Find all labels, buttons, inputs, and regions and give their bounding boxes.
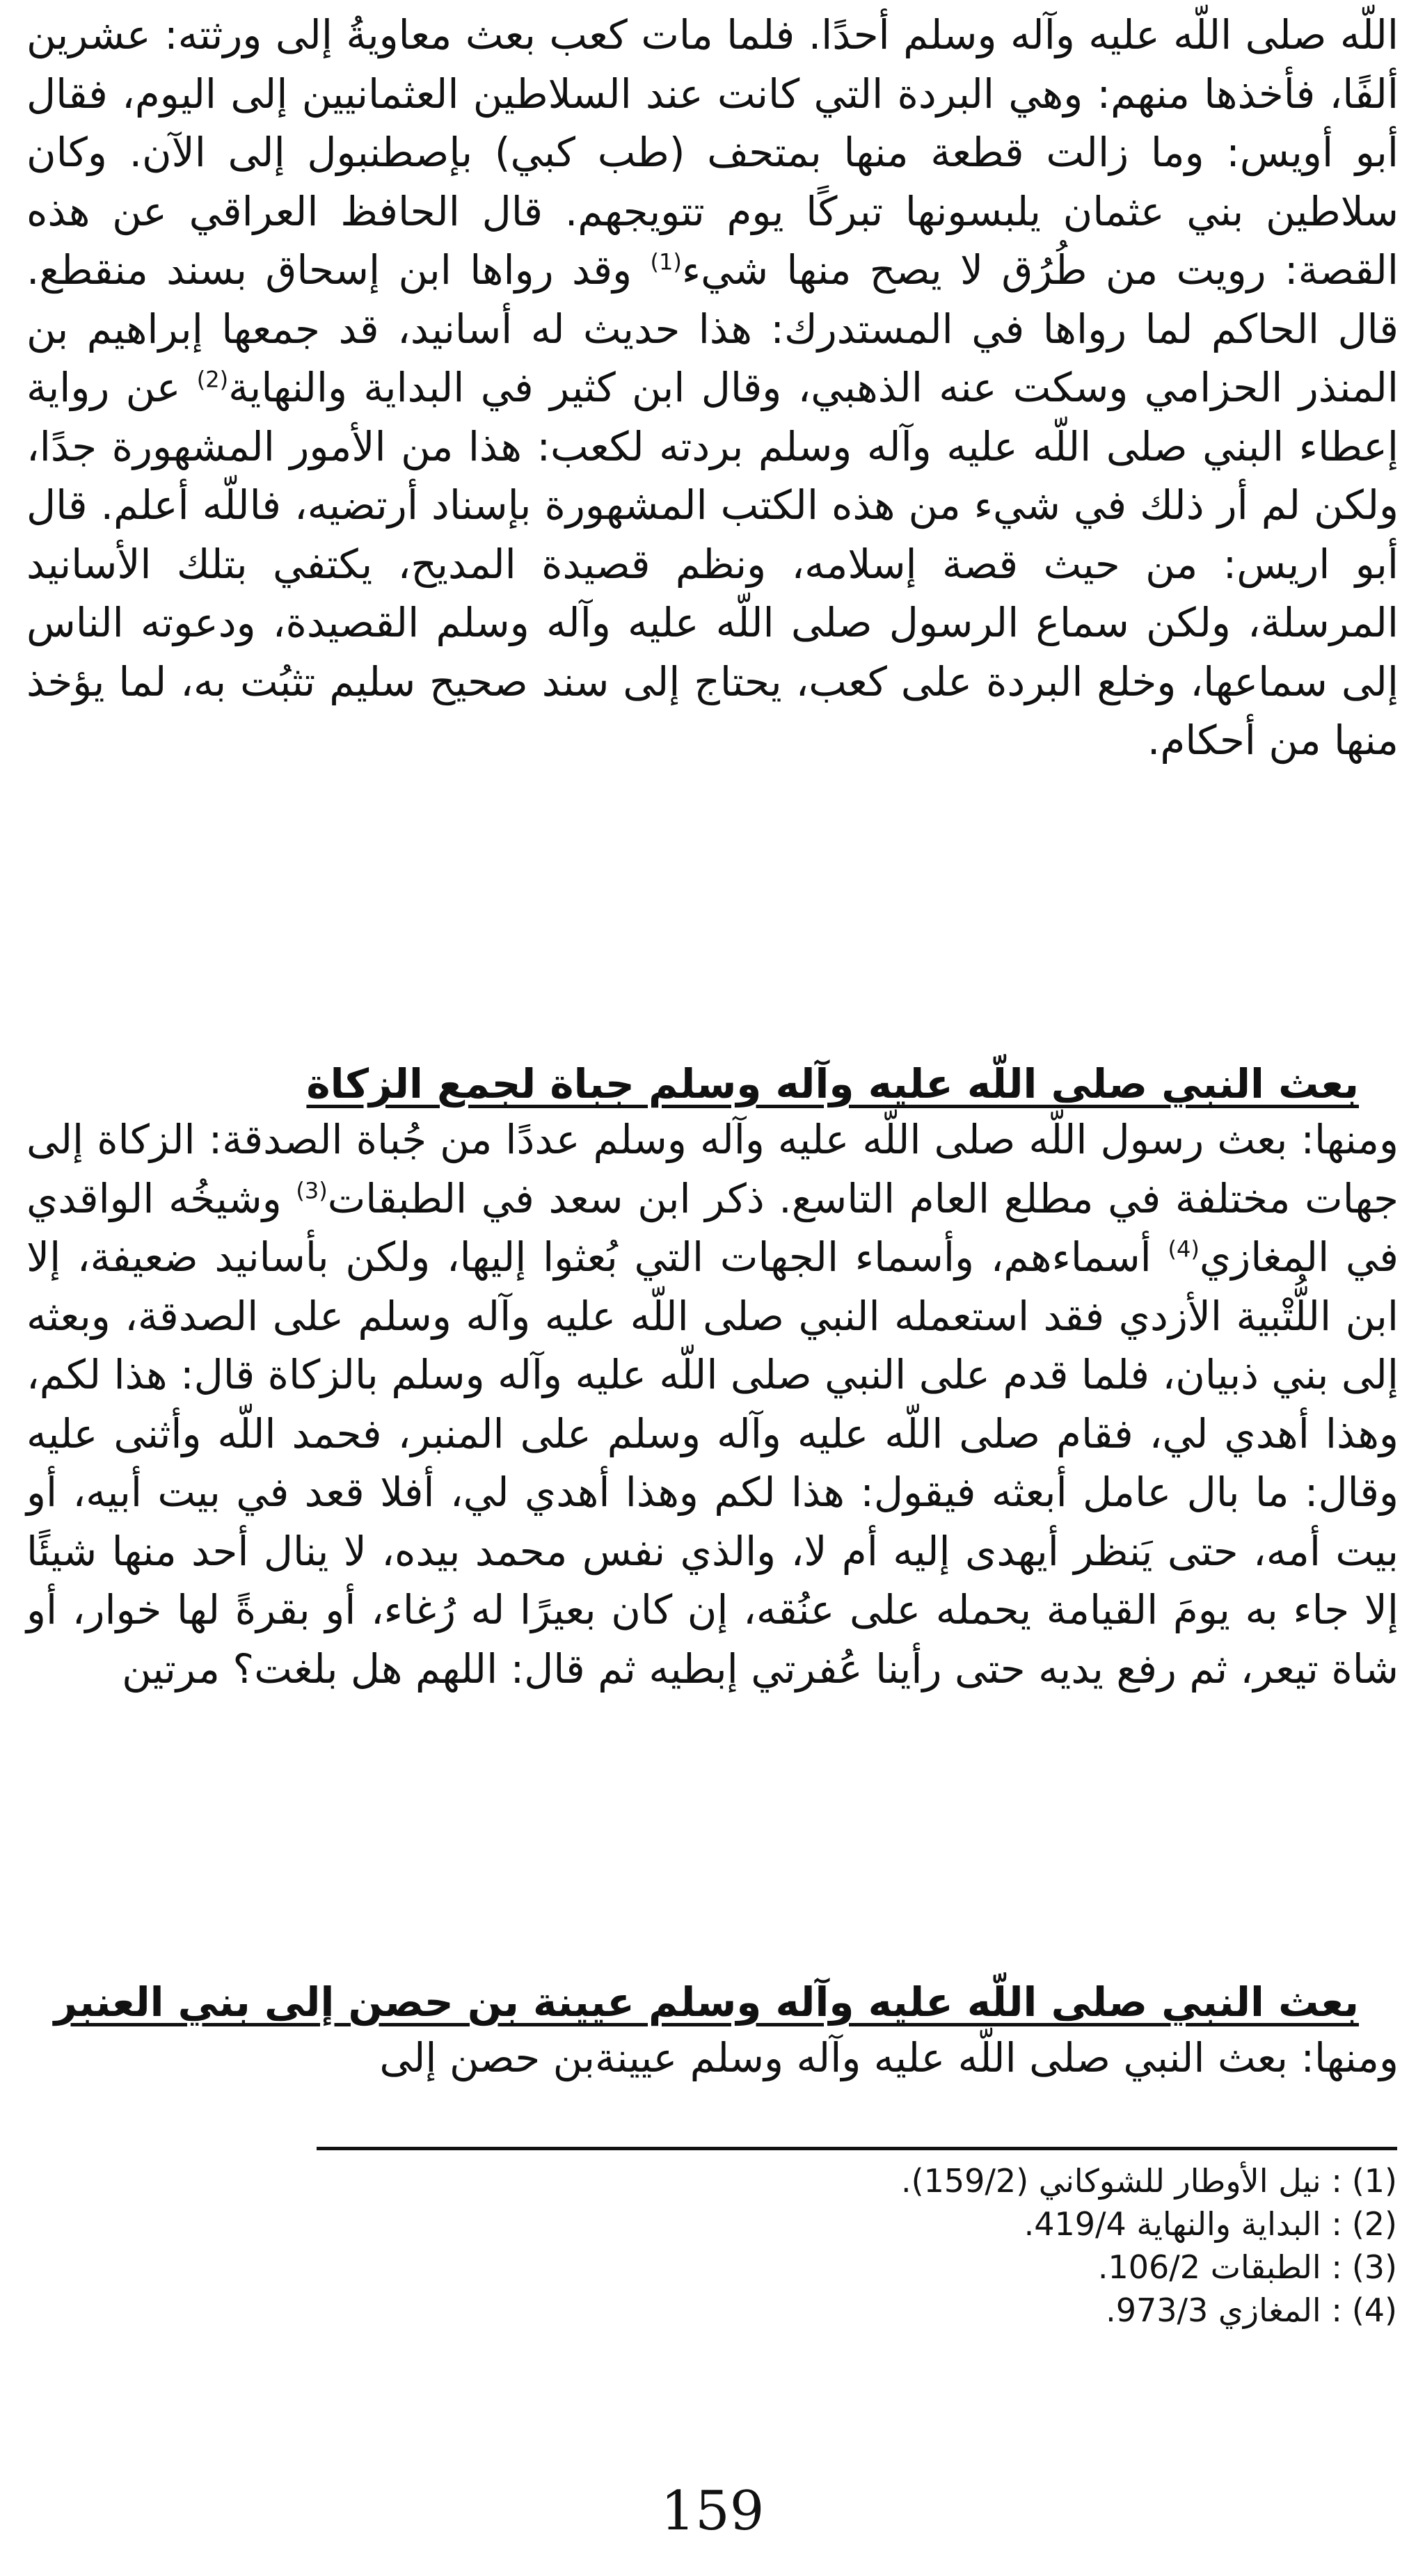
footnotes-list <box>75 2159 1397 2332</box>
footnote-item <box>75 2202 1397 2246</box>
paragraph-2-text-b: وشيخُه الواقدي في المغازي <box>26 1174 1399 1281</box>
body-paragraph-2 <box>26 1110 1399 1698</box>
footnote-divider <box>317 2147 1397 2150</box>
footnote-item <box>75 2246 1397 2289</box>
body-paragraph-3: ومنها: بعث النبي صلى اللّه عليه وآله وسلم عيينةبن حصن إلى <box>379 2034 1399 2081</box>
section-heading-zakat-collectors: بعث النبي صلى اللّه عليه وآله وسلم جباة لجمع الزكاة <box>306 1060 1359 1107</box>
footnote-text: : المغازي 973/3. <box>1106 2291 1342 2329</box>
footnote-item <box>75 2289 1397 2332</box>
footnote-ref-1: (1) <box>650 248 682 275</box>
section-heading-uyaynah-expedition: بعث النبي صلى اللّه عليه وآله وسلم عيينة بن حصن إلى بني العنبر <box>54 1978 1359 2026</box>
footnote-ref-4: (4) <box>1168 1235 1200 1263</box>
footnote-number: (3) <box>1351 2248 1397 2286</box>
paragraph-1-text-b: وقد رواها ابن إسحاق بسند منقطع. قال الحاكم لما رواها في المستدرك: هذا حديث له أسانيد، قد جمعها إبراهيم بن المنذر الحزامي وسكت عنه الذهبي، وقال ابن كثير في البداية والنهاية <box>26 246 1399 411</box>
footnote-number: (4) <box>1351 2291 1397 2329</box>
page-number: 159 <box>660 2480 765 2543</box>
paragraph-1-text-c: عن رواية إعطاء البني صلى اللّه عليه وآله وسلم بردته لكعب: هذا من الأمور المشهورة جدًا، ولكن لم أر ذلك في شيء من هذه الكتب المشهورة بإسناد أرتضيه، فاللّه أعلم. قال أبو اريس: من حيث قصة إسلامه، ونظم قصيدة المديح، يكتفي بتلك الأسانيد المرسلة، ولكن سماع الرسول صلى اللّه عليه وآله وسلم القصيدة، ودعوته الناس إلى سماعها، وخلع البردة على كعب، يحتاج إلى سند صحيح سليم تثبُت به، لما يؤخذ منها من أحكام. <box>26 364 1399 764</box>
footnote-ref-3: (3) <box>296 1177 328 1204</box>
paragraph-1-text-a: اللّه صلى اللّه عليه وآله وسلم أحدًا. فلما مات كعب بعث معاويةُ إلى ورثته: عشرين ألفًا، فأخذها منهم: وهي البردة التي كانت عند السلاطين العثمانيين إلى اليوم، فقال أبو أويس: وما زالت قطعة منها بمتحف (طب كبي) بإصطنبول إلى الآن. وكان سلاطين بني عثمان يلبسونها تبركًا يوم تتويجهم. قال الحافظ العراقي عن هذه القصة: رويت من طُرُق لا يصح منها شيء <box>26 11 1399 294</box>
footnote-item <box>75 2159 1397 2202</box>
footnote-text: : الطبقات 106/2. <box>1097 2248 1342 2286</box>
paragraph-2-text-c: أسماءهم، وأسماء الجهات التي بُعثوا إليها، ولكن بأسانيد ضعيفة، إلا ابن اللُّتْبية الأزدي فقد استعمله النبي صلى اللّه عليه وآله وسلم على الصدقة، وبعثه إلى بني ذبيان، فلما قدم على النبي صلى اللّه عليه وآله وسلم بالزكاة قال: هذا لكم، وهذا أهدي لي، فقام صلى اللّه عليه وآله وسلم على المنبر، فحمد اللّه وأثنى عليه وقال: ما بال عامل أبعثه فيقول: هذا لكم وهذا أهدي لي، أفلا قعد في بيت أبيه، أو بيت أمه، حتى يَنظر أيهدى إليه أم لا، والذي نفس محمد بيده، لا ينال أحد منها شيئًا إلا جاء به يومَ القيامة يحمله على عنُقه، إن كان بعيرًا له رُغاء، أو بقرةً لها خوار، أو شاة تيعر، ثم رفع يديه حتى رأينا عُفرتي إبطيه ثم قال: اللهم هل بلغت؟ مرتين <box>26 1233 1399 1693</box>
footnote-number: (1) <box>1351 2162 1397 2200</box>
footnote-text: : البداية والنهاية 419/4. <box>1024 2205 1342 2243</box>
footnote-ref-2: (2) <box>196 366 229 393</box>
paragraph-2-text-a: ومنها: بعث رسول اللّه صلى اللّه عليه وآله وسلم عددًا من جُباة الصدقة: الزكاة إلى جهات مختلفة في مطلع العام التاسع. ذكر ابن سعد في الطبقات <box>26 1116 1399 1222</box>
body-paragraph-1 <box>26 6 1399 770</box>
footnote-text: : نيل الأوطار للشوكاني (159/2). <box>901 2162 1342 2200</box>
footnote-number: (2) <box>1351 2205 1397 2243</box>
